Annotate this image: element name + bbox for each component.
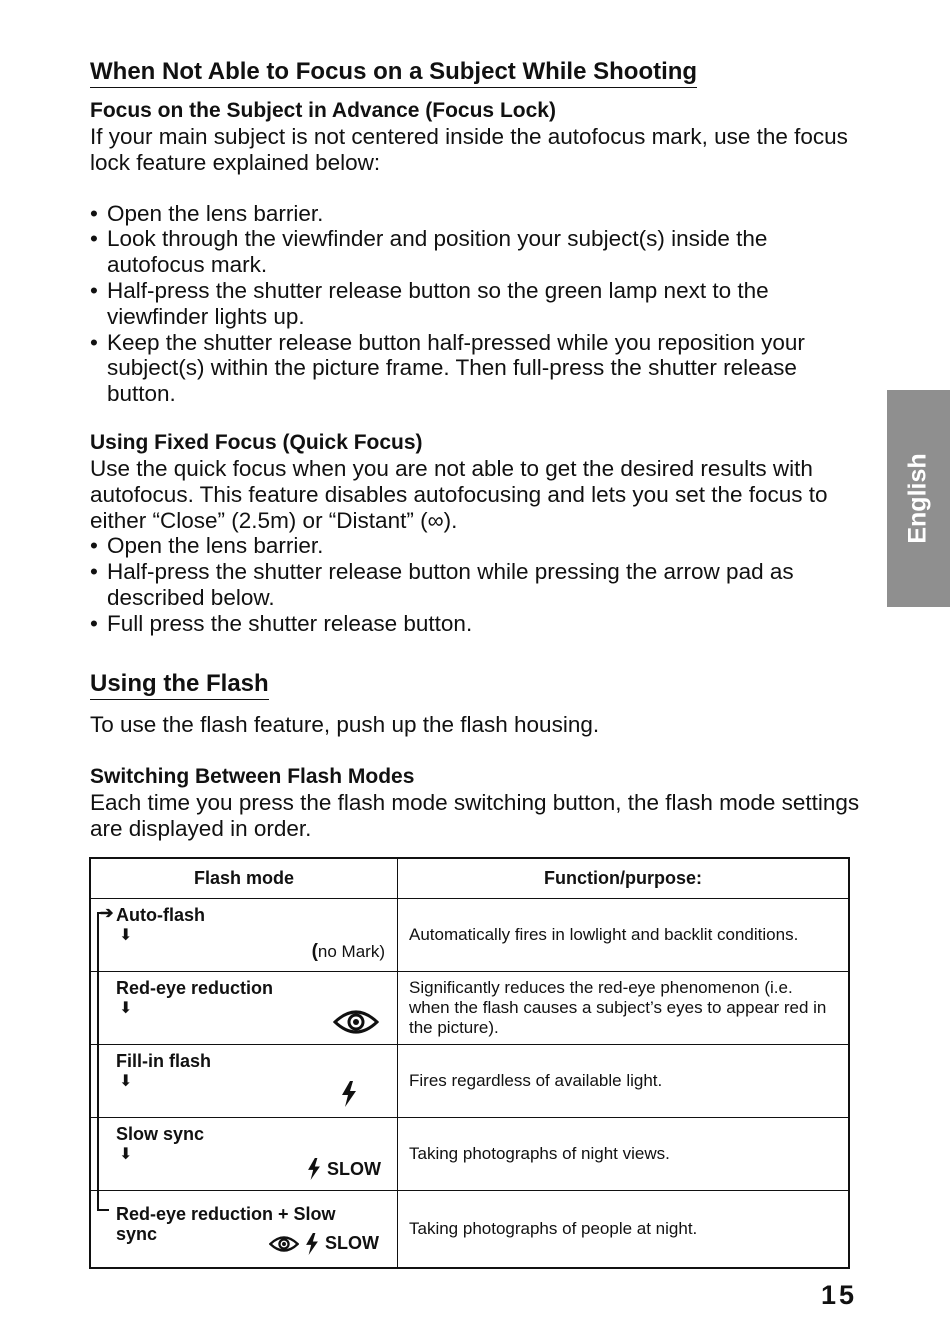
language-tab xyxy=(887,390,950,607)
function-cell: Significantly reduces the red-eye phenomenon (i.e. when the flash causes a subject’s eyes to appear red in the picture). xyxy=(398,972,850,1045)
focus-lock-block xyxy=(90,98,860,407)
flash-section-title: Using the Flash xyxy=(90,670,269,700)
table-row xyxy=(90,1045,849,1118)
focus-lock-steps xyxy=(90,201,860,407)
mode-name: Red-eye reduction + Slow sync xyxy=(116,1204,336,1244)
red-eye-icon xyxy=(269,1234,299,1254)
cycle-bracket xyxy=(97,913,99,972)
flash-intro: To use the flash feature, push up the flash housing. xyxy=(90,711,600,737)
mode-cell xyxy=(90,1045,398,1118)
table-row xyxy=(90,1118,849,1191)
quick-focus-intro: Use the quick focus when you are not able to get the desired results with autofocus. This feature disables autofocusing and lets you set the focus to either “Close” (2.5m) or “Distant” (∞). xyxy=(90,455,828,533)
language-tab-label: English xyxy=(904,453,933,544)
table-row xyxy=(90,1191,849,1268)
list-item: • Open the lens barrier. xyxy=(90,533,860,559)
flash-bolt-icon xyxy=(305,1233,319,1255)
slow-label: SLOW xyxy=(325,1233,379,1253)
arrow-right-icon: ➔ xyxy=(100,905,114,922)
table-header-row xyxy=(90,858,849,899)
list-item: • Open the lens barrier. xyxy=(90,201,860,227)
arrow-down-icon: ⬇ xyxy=(119,1000,133,1017)
function-cell: Taking photographs of people at night. xyxy=(398,1191,850,1268)
mode-cell xyxy=(90,972,398,1045)
list-item: • Look through the viewfinder and position your subject(s) inside the autofocus mark. xyxy=(90,226,860,278)
cycle-bracket xyxy=(97,972,99,1045)
no-mark-paren: ( xyxy=(311,941,318,962)
focus-lock-intro: If your main subject is not centered inside the autofocus mark, use the focus lock feature explained below: xyxy=(90,124,848,175)
cycle-bracket xyxy=(97,1118,99,1191)
arrow-down-icon: ⬇ xyxy=(119,1146,133,1163)
red-eye-icon xyxy=(333,1008,379,1036)
flash-modes-heading: Switching Between Flash Modes xyxy=(90,765,415,789)
flash-bolt-icon xyxy=(307,1158,321,1180)
mode-name: Auto-flash xyxy=(116,905,205,925)
page-content xyxy=(90,58,860,842)
mode-cell xyxy=(90,1191,398,1268)
no-mark-label xyxy=(312,941,385,963)
flash-bolt-icon xyxy=(341,1081,357,1107)
list-item: • Full press the shutter release button. xyxy=(90,611,860,637)
mode-cell xyxy=(90,1118,398,1191)
quick-focus-block xyxy=(90,430,860,637)
page-number: 15 xyxy=(821,1280,858,1310)
quick-focus-heading: Using Fixed Focus (Quick Focus) xyxy=(90,430,423,454)
function-cell: Automatically fires in lowlight and backlit conditions. xyxy=(398,899,850,972)
function-cell: Taking photographs of night views. xyxy=(398,1118,850,1191)
table-row xyxy=(90,972,849,1045)
mode-cell xyxy=(90,899,398,972)
cycle-bracket-bottom xyxy=(97,1209,109,1211)
red-eye-slow-symbol xyxy=(269,1233,379,1255)
cycle-bracket xyxy=(97,1191,99,1211)
flash-modes-intro: Each time you press the flash mode switching button, the flash mode settings are displayed in order. xyxy=(90,790,860,842)
arrow-down-icon: ⬇ xyxy=(119,927,133,944)
list-item: • Half-press the shutter release button while pressing the arrow pad as described below. xyxy=(90,559,860,611)
mode-name: Fill-in flash xyxy=(116,1051,212,1071)
focus-section-title: When Not Able to Focus on a Subject While Shooting xyxy=(90,58,697,88)
header-flash-mode: Flash mode xyxy=(90,858,398,899)
no-mark-text: no Mark) xyxy=(317,942,385,961)
header-function: Function/purpose: xyxy=(398,858,850,899)
list-item: • Half-press the shutter release button so the green lamp next to the viewfinder lights up. xyxy=(90,278,860,330)
function-cell: Fires regardless of available light. xyxy=(398,1045,850,1118)
arrow-down-icon: ⬇ xyxy=(119,1073,133,1090)
focus-lock-heading: Focus on the Subject in Advance (Focus Lock) xyxy=(90,99,556,122)
slow-label: SLOW xyxy=(327,1158,381,1179)
flash-section xyxy=(90,670,860,842)
cycle-bracket xyxy=(97,1045,99,1118)
list-item: • Keep the shutter release button half-pressed while you reposition your subject(s) within the picture frame. Then full-press the shutter release button. xyxy=(90,330,860,407)
quick-focus-steps xyxy=(90,533,860,636)
flash-mode-table xyxy=(89,857,850,1269)
table-row xyxy=(90,899,849,972)
mode-name: Slow sync xyxy=(116,1124,205,1144)
slow-sync-symbol xyxy=(307,1158,381,1180)
mode-name: Red-eye reduction xyxy=(116,978,274,998)
